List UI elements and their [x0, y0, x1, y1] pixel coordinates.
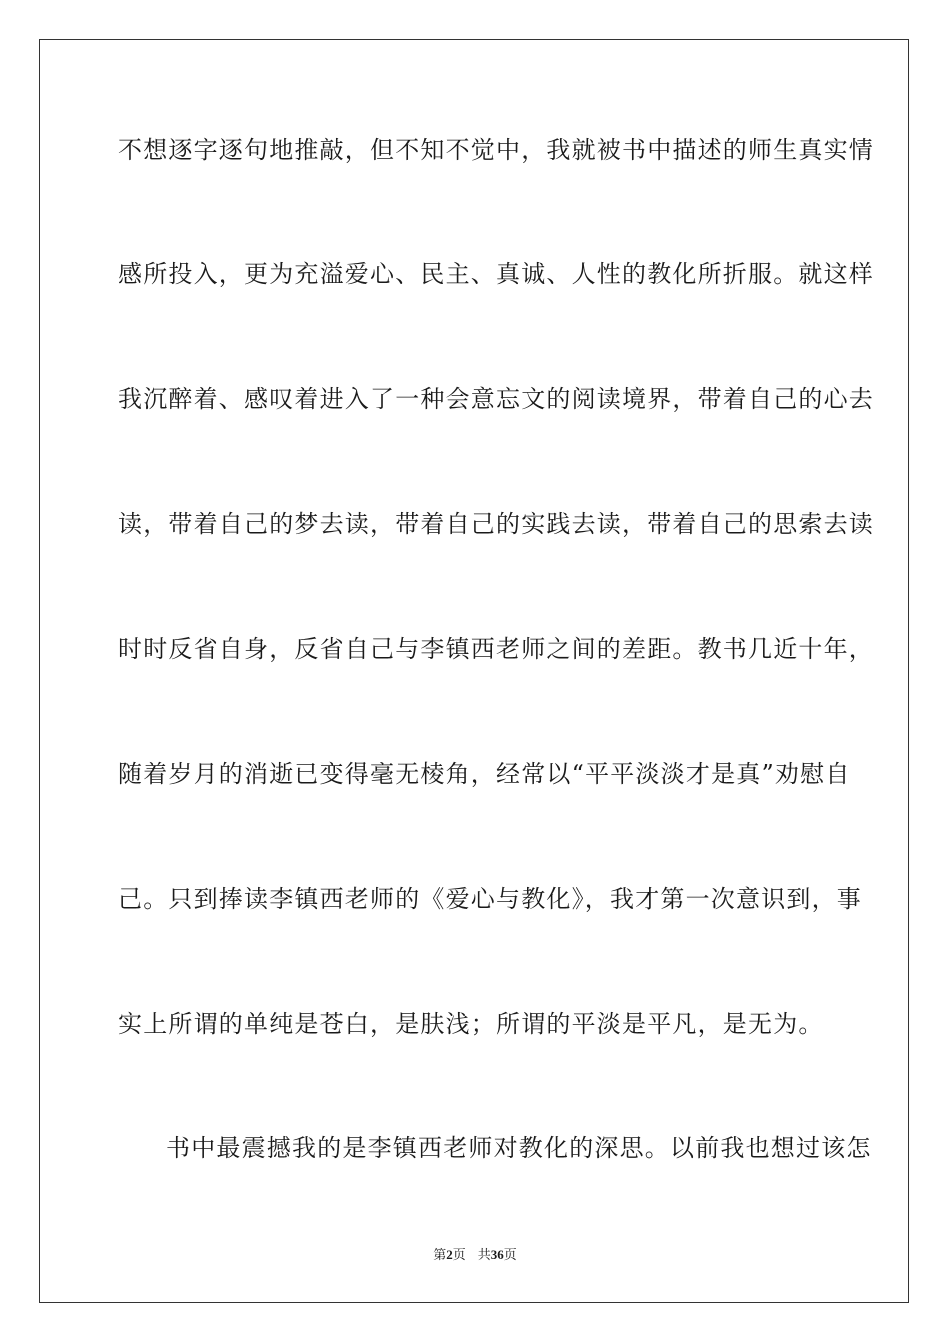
- text-line-paragraph-start: 书中最震撼我的是李镇西老师对教化的深思。以前我也想过该怎: [166, 1134, 872, 1162]
- footer-total-suffix: 页: [503, 1248, 517, 1263]
- page-footer: [0, 1246, 950, 1265]
- text-line: 随着岁月的消逝已变得毫无棱角，经常以“平平淡淡才是真”劝慰自: [118, 760, 851, 788]
- text-line: 时时反省自身，反省自己与李镇西老师之间的差距。教书几近十年，: [118, 635, 874, 663]
- footer-page-suffix: 页: [452, 1248, 466, 1263]
- text-line: 我沉醉着、感叹着进入了一种会意忘文的阅读境界，带着自己的心去: [118, 385, 874, 413]
- text-line: 不想逐字逐句地推敲，但不知不觉中，我就被书中描述的师生真实情: [118, 136, 874, 164]
- text-line: 感所投入，更为充溢爱心、民主、真诚、人性的教化所折服。就这样: [118, 260, 874, 288]
- text-line: 实上所谓的单纯是苍白，是肤浅；所谓的平淡是平凡，是无为。: [118, 1010, 824, 1038]
- footer-page-prefix: 第: [433, 1248, 447, 1263]
- text-line: 读，带着自己的梦去读，带着自己的实践去读，带着自己的思索去读: [118, 510, 874, 538]
- text-line: 己。只到捧读李镇西老师的《爱心与教化》，我才第一次意识到，事: [118, 885, 862, 913]
- footer-page-number: 2: [446, 1247, 453, 1262]
- footer-total-prefix: 共: [477, 1248, 491, 1263]
- footer-total-number: 36: [490, 1247, 504, 1262]
- page-border: [39, 39, 909, 1303]
